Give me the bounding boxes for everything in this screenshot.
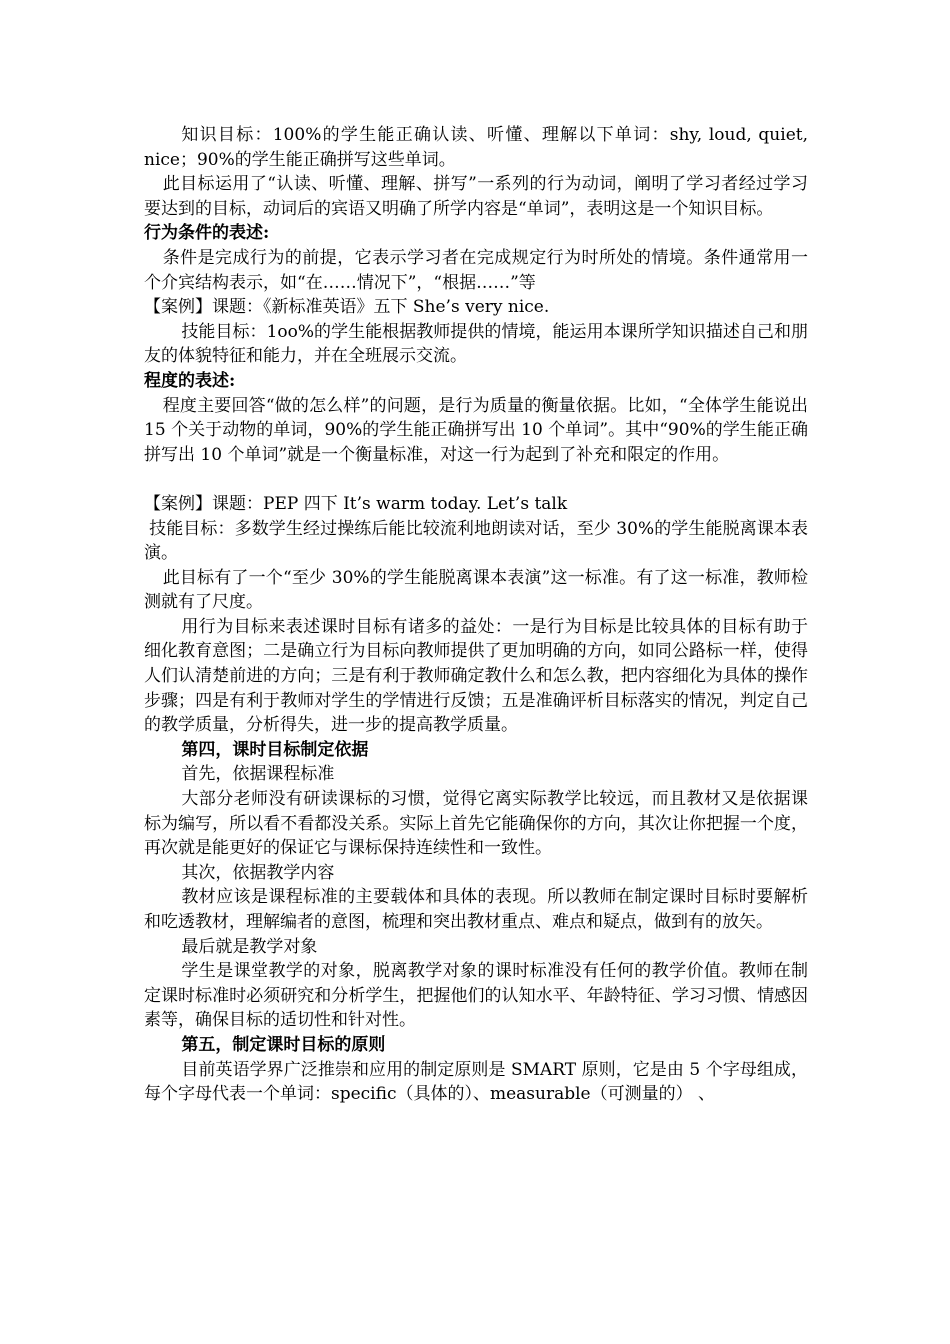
paragraph-standard: 此目标有了一个“至少 30%的学生能脱离课本表演”这一标准。有了这一标准，教师检测就有了尺度。 (144, 567, 808, 613)
paragraph-students: 学生是课堂教学的对象，脱离教学对象的课时标准没有任何的教学价值。教师在制定课时标准时必须研究和分析学生，把握他们的认知水平、年龄特征、学习习惯、情感因素等，确保目标的适切性和针对性。 (144, 961, 808, 1031)
paragraph-smart: 目前英语学界广泛推崇和应用的制定原则是 SMART 原则，它是由 5 个字母组成，每个字母代表一个单词：specific（具体的）、measurable（可测量的） 、 (144, 1059, 808, 1105)
document-page (144, 123, 808, 1107)
blank-line (144, 467, 808, 492)
paragraph-curriculum: 大部分老师没有研读课标的习惯，觉得它离实际教学比较远，而且教材又是依据课标为编写，所以看不看都没关系。实际上首先它能确保你的方向，其次让你把握一个度，再次就是能更好的保证它与课标保持连续性和一致性。 (144, 789, 808, 859)
paragraph-benefits: 用行为目标来表述课时目标有诸多的益处：一是行为目标是比较具体的目标有助于细化教育意图；二是确立行为目标向教师提供了更加明确的方向，如同公路标一样，使得人们认清楚前进的方向；三是有利于教师确定教什么和怎么教，把内容细化为具体的操作步骤；四是有利于教师对学生的学情进行反馈；五是准确评析目标落实的情况，判定自己的教学质量，分析得失，进一步的提高教学质量。 (144, 616, 808, 736)
subheading-students: 最后就是教学对象 (181, 936, 318, 957)
paragraph-degree: 程度主要回答“做的怎么样”的问题，是行为质量的衡量依据。比如，“全体学生能说出 15 个关于动物的单词，90%的学生能正确拼写出 10 个单词”。其中“90%的学生能正确拼写出 10 个单词”就是一个衡量标准，对这一行为起到了补充和限定的作用。 (144, 395, 808, 465)
paragraph-condition: 条件是完成行为的前提，它表示学习者在完成规定行为时所处的情境。条件通常用一个介宾结构表示，如“在……情况下”，“根据……”等 (144, 247, 808, 293)
paragraph-skill-goal-1: 技能目标：1oo%的学生能根据教师提供的情境，能运用本课所学知识描述自己和朋友的体貌特征和能力，并在全班展示交流。 (144, 321, 808, 367)
subheading-content: 其次，依据教学内容 (181, 862, 335, 883)
paragraph-skill-goal-2: 技能目标：多数学生经过操练后能比较流利地朗读对话，至少 30%的学生能脱离课本表演。 (144, 518, 808, 564)
paragraph-content: 教材应该是课程标准的主要载体和具体的表现。所以教师在制定课时目标时要解析和吃透教材，理解编者的意图，梳理和突出教材重点、难点和疑点，做到有的放矢。 (144, 887, 808, 932)
heading-condition: 行为条件的表述: (144, 223, 270, 244)
heading-degree: 程度的表述: (144, 370, 236, 391)
paragraph-knowledge-goal: 知识目标：100%的学生能正确认读、听懂、理解以下单词：shy, loud, quiet, nice；90%的学生能正确拼写这些单词。 (144, 125, 808, 170)
heading-principles: 第五，制定课时目标的原则 (181, 1034, 386, 1055)
case-she-is-very-nice: 【案例】课题：《新标准英语》五下 She’s very nice. (144, 297, 550, 318)
paragraph-knowledge-analysis: 此目标运用了“认读、听懂、理解、拼写”一系列的行为动词，阐明了学习者经过学习要达到的目标，动词后的宾语又明确了所学内容是“单词”，表明这是一个知识目标。 (144, 174, 808, 219)
subheading-curriculum: 首先，依据课程标准 (181, 764, 335, 785)
heading-basis: 第四，课时目标制定依据 (181, 739, 369, 760)
case-warm-today: 【案例】课题：PEP 四下 It’s warm today. Let’s talk (144, 493, 568, 514)
